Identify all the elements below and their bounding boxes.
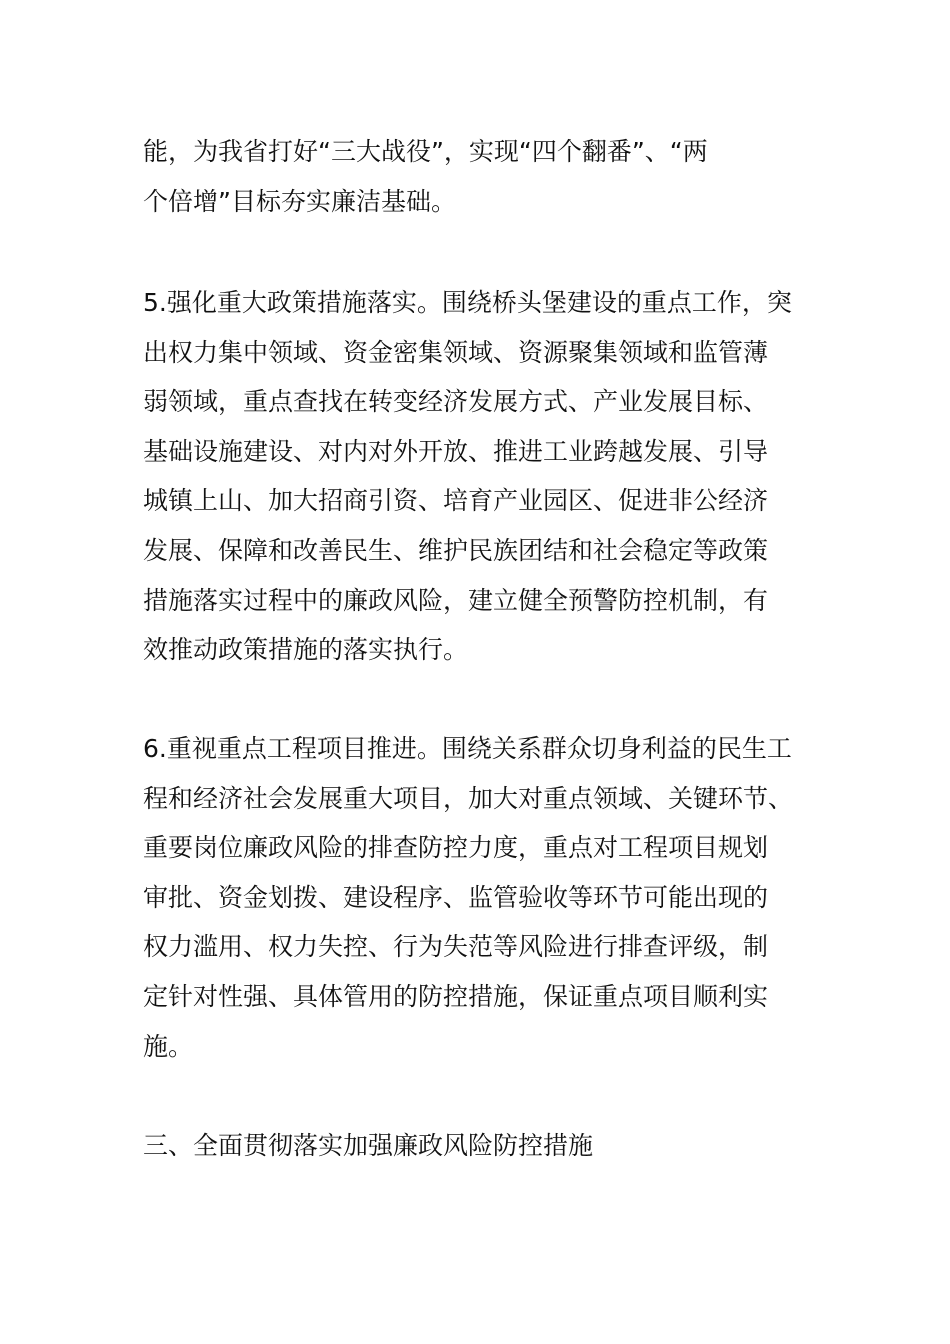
text-line: 发展、保障和改善民生、维护民族团结和社会稳定等政策 bbox=[143, 535, 769, 565]
text-line: 效推动政策措施的落实执行。 bbox=[143, 635, 469, 665]
text-line: 重要岗位廉政风险的排查防控力度，重点对工程项目规划 bbox=[143, 833, 769, 863]
text-line: 审批、资金划拨、建设程序、监管验收等环节可能出现的 bbox=[143, 882, 769, 912]
paragraph-item-5 bbox=[143, 278, 813, 675]
text-line: 6.重视重点工程项目推进。围绕关系群众切身利益的民生工 bbox=[143, 734, 792, 763]
text-line: 个倍增”目标夯实廉洁基础。 bbox=[143, 186, 456, 216]
text-line: 弱领域，重点查找在转变经济发展方式、产业发展目标、 bbox=[143, 387, 769, 417]
text-line: 出权力集中领域、资金密集领域、资源聚集领域和监管薄 bbox=[143, 337, 769, 367]
paragraph-item-6 bbox=[143, 724, 813, 1071]
text-line: 定针对性强、具体管用的防控措施，保证重点项目顺利实 bbox=[143, 981, 769, 1011]
text-line: 5.强化重大政策措施落实。围绕桥头堡建设的重点工作，突 bbox=[143, 288, 792, 317]
text-line: 能，为我省打好“三大战役”，实现“四个翻番”、“两 bbox=[143, 137, 708, 166]
paragraph-intro-continuation bbox=[143, 127, 813, 226]
text-line: 施。 bbox=[143, 1031, 194, 1061]
text-line: 措施落实过程中的廉政风险，建立健全预警防控机制，有 bbox=[143, 585, 769, 615]
section-heading-text: 三、全面贯彻落实加强廉政风险防控措施 bbox=[143, 1131, 594, 1160]
text-line: 基础设施建设、对内对外开放、推进工业跨越发展、引导 bbox=[143, 436, 769, 466]
text-line: 城镇上山、加大招商引资、培育产业园区、促进非公经济 bbox=[143, 486, 769, 516]
text-line: 权力滥用、权力失控、行为失范等风险进行排查评级，制 bbox=[143, 932, 769, 962]
text-line: 程和经济社会发展重大项目，加大对重点领域、关键环节、 bbox=[143, 783, 794, 813]
section-heading-3 bbox=[143, 1121, 813, 1171]
